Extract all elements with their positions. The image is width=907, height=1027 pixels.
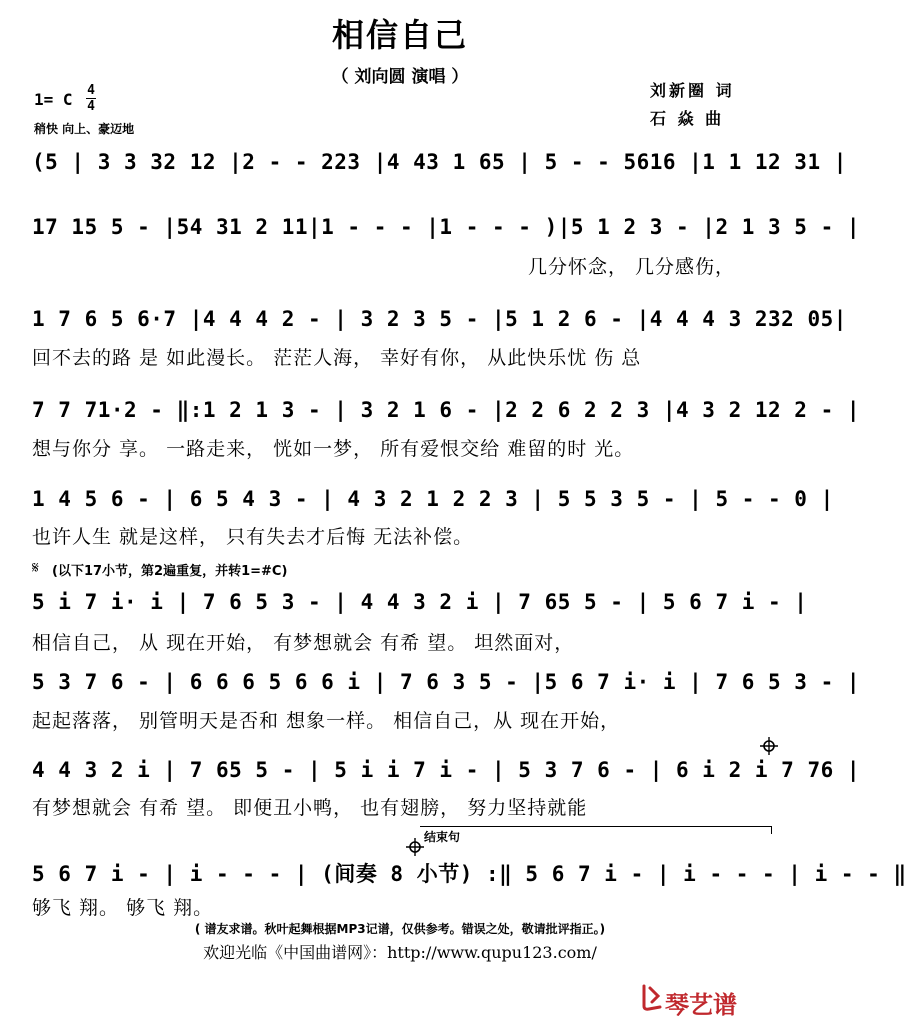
transcription-note: ( 谱友求谱。秋叶起舞根据MP3记谱，仅供参考。错误之处，敬请批评指正。)	[194, 922, 606, 936]
repeat-instruction: (以下17小节，第2遍重复，并转1=#C)	[52, 564, 288, 579]
notation-line-1: (5 | 3 3 32 12 |2 - - 223 |4 43 1 65 | 5 - - 5616 |1 1 12 31 |	[32, 150, 847, 174]
notation-line-3: 1 7 6 5 6·7 |4 4 4 2 - | 3 2 3 5 - |5 1 2 6 - |4 4 4 3 232 05|	[32, 307, 847, 331]
notation-line-5: 1 4 5 6 - | 6 5 4 3 - | 4 3 2 1 2 2 3 | 5 5 3 5 - | 5 - - 0 |	[32, 487, 834, 511]
performer-subtitle: （ 刘向圆 演唱 ）	[331, 67, 469, 87]
site-credit: 欢迎光临《中国曲谱网》：http://www.qupu123.com/	[203, 943, 597, 962]
notation-line-4: 7 7 71·2 - ‖:1 2 1 3 - | 3 2 1 6 - |2 2 6 2 2 3 |4 3 2 12 2 - |	[32, 398, 861, 422]
coda-bracket-end	[771, 826, 772, 834]
lyrics-line-2: 几分怀念， 几分感伤，	[528, 256, 736, 278]
lyrics-line-3: 回不去的路 是 如此漫长。 茫茫人海， 幸好有你， 从此快乐忧 伤 总	[32, 347, 642, 369]
song-title: 相信自己	[331, 16, 468, 54]
notation-line-7: 5 3 7 6 - | 6 6 6 5 6 6 i | 7 6 3 5 - |5 6 7 i· i | 7 6 5 3 - |	[32, 670, 861, 694]
lyrics-line-5: 也许人生 就是这样， 只有失去才后悔 无法补偿。	[32, 526, 474, 548]
site-logo-text: 琴艺谱	[665, 991, 737, 1019]
lyrics-line-7: 起起落落， 别管明天是否和 想象一样。 相信自己，从 现在开始，	[32, 710, 621, 732]
lyrics-line-9: 够飞 翔。 够飞 翔。	[32, 897, 214, 919]
lyrics-line-6: 相信自己， 从 现在开始， 有梦想就会 有希 望。 坦然面对，	[32, 632, 575, 654]
lyrics-line-8: 有梦想就会 有希 望。 即便丑小鸭， 也有翅膀， 努力坚持就能	[32, 797, 588, 819]
coda-bracket	[420, 826, 772, 827]
notation-line-6: 5 i 7 i· i | 7 6 5 3 - | 4 4 3 2 i | 7 65 5 - | 5 6 7 i - |	[32, 590, 808, 614]
key-signature: 1= C	[34, 90, 73, 109]
coda-icon	[406, 838, 424, 856]
lyrics-line-4: 想与你分 享。 一路走来， 恍如一梦， 所有爱恨交给 难留的时 光。	[32, 438, 635, 460]
lyricist-credit: 刘新圈 词	[650, 81, 735, 100]
segno-icon: 𝄋	[32, 558, 39, 577]
coda-icon	[760, 737, 778, 755]
notation-line-8: 4 4 3 2 i | 7 65 5 - | 5 i i 7 i - | 5 3 7 6 - | 6 i 2 i 7 76 |	[32, 758, 861, 782]
time-signature-top: 4	[87, 83, 95, 98]
time-signature	[86, 84, 96, 113]
time-signature-bottom: 4	[87, 99, 95, 114]
qinyipu-logo-icon	[640, 982, 666, 1012]
notation-line-2: 17 15 5 - |54 31 2 11|1 - - - |1 - - - )|5 1 2 3 - |2 1 3 5 - |	[32, 215, 861, 239]
notation-line-9: 5 6 7 i - | i - - - | (间奏 8 小节) :‖ 5 6 7 i - | i - - - | i - - ‖	[32, 862, 907, 886]
coda-label: 结束句	[424, 830, 461, 844]
composer-credit: 石 焱 曲	[650, 109, 725, 128]
tempo-marking: 稍快 向上、豪迈地	[34, 122, 135, 136]
